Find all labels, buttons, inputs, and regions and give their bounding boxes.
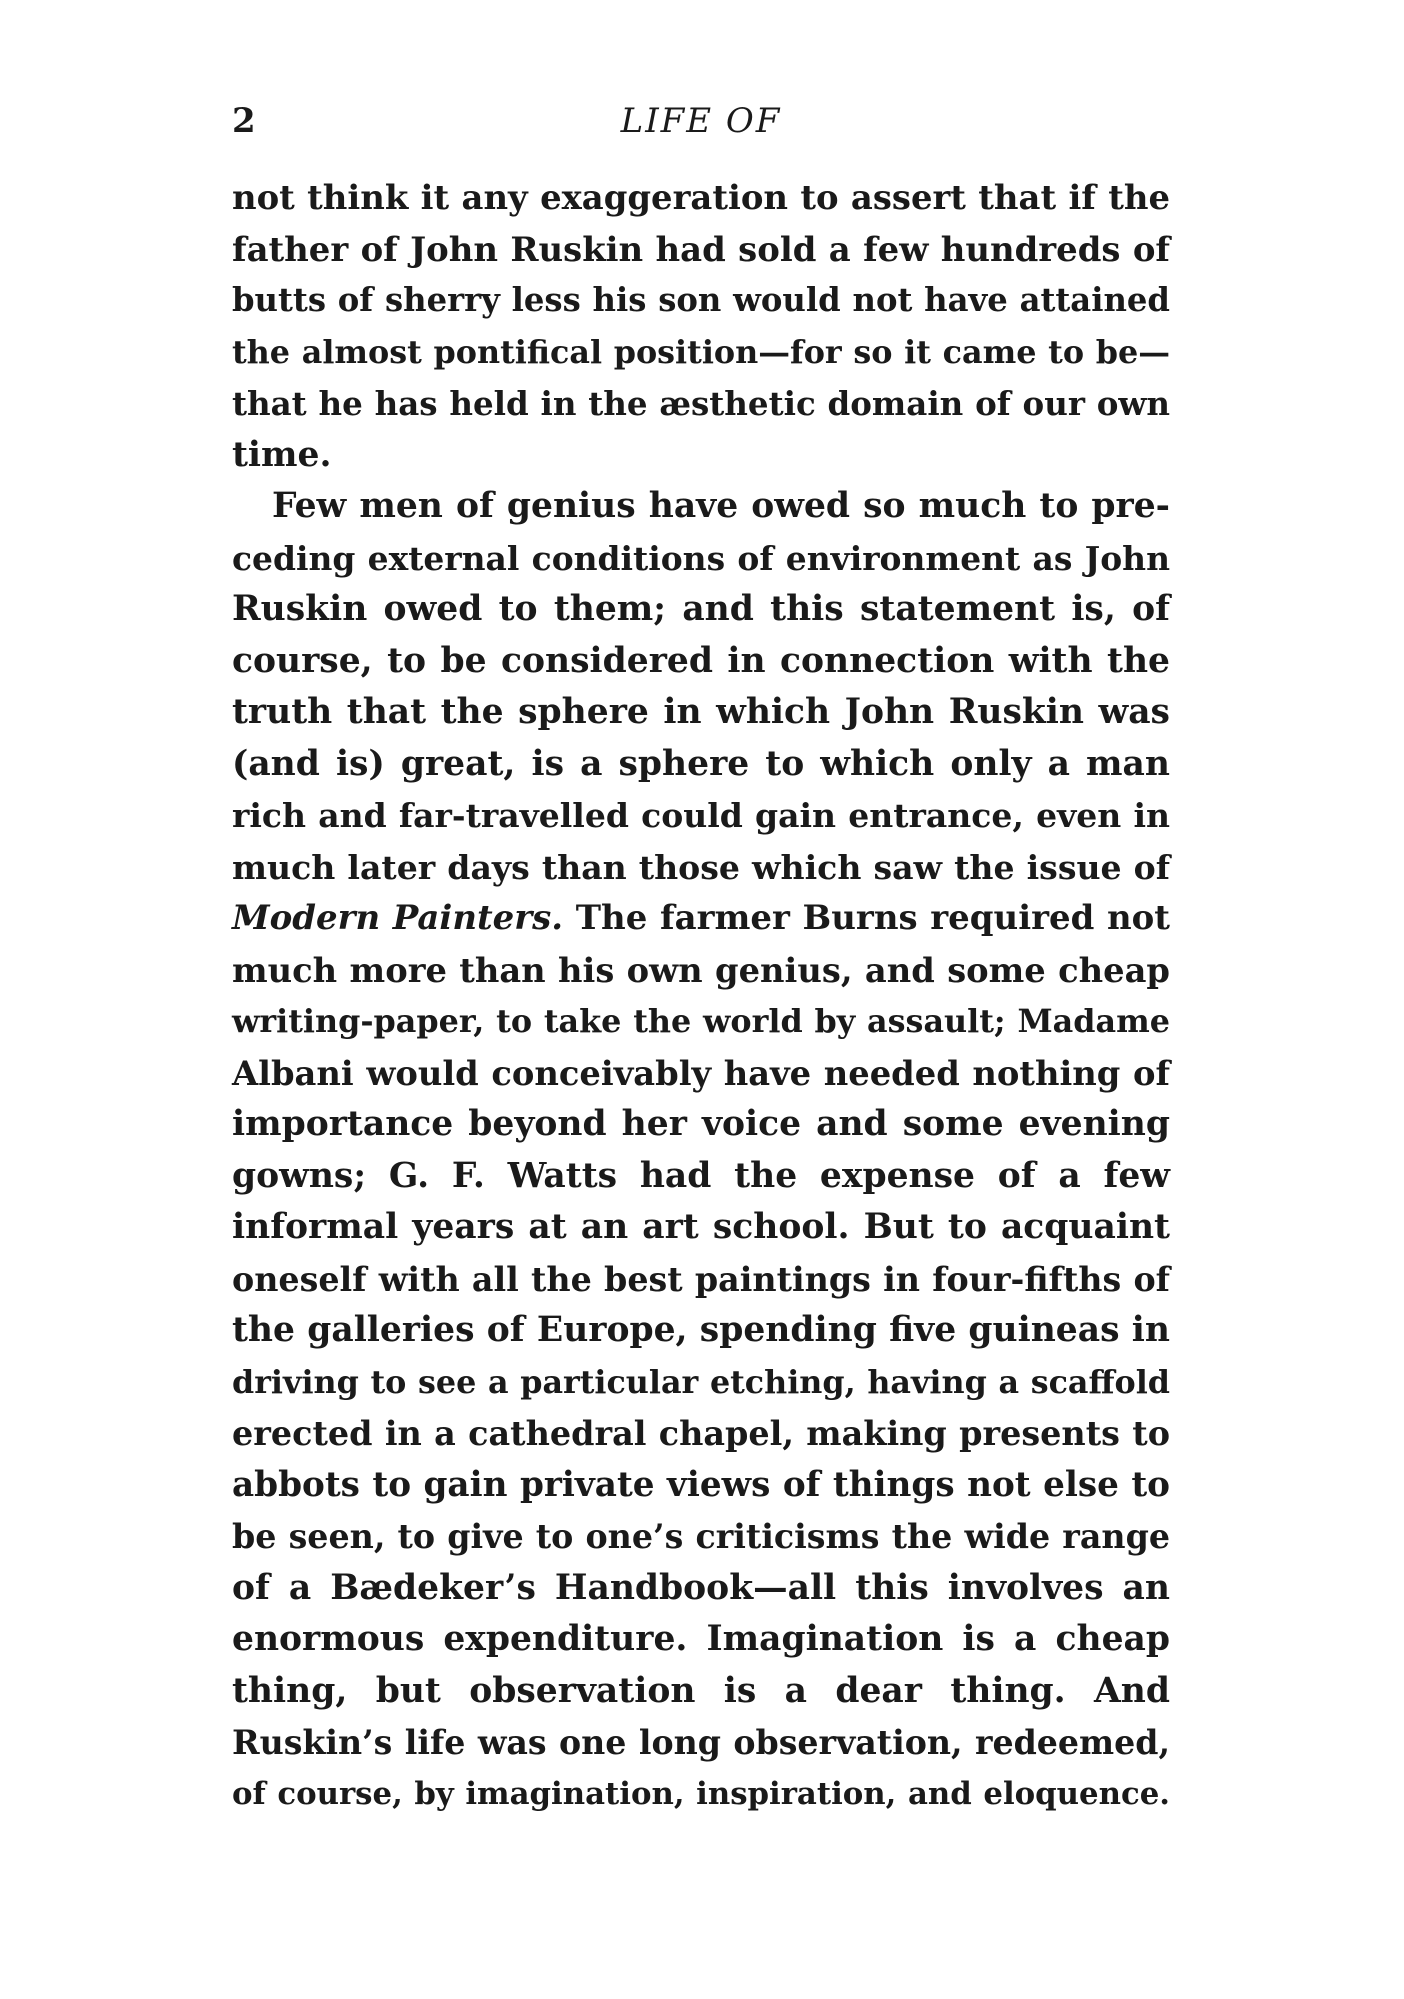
- text-line: writing-paper, to take the world by assault; Madame: [232, 1002, 1170, 1040]
- text-line: Few men of genius have owed so much to pre-: [272, 486, 1170, 526]
- text-line: much later days than those which saw the issue of: [232, 847, 1170, 887]
- text-line: enormous expenditure. Imagination is a cheap: [232, 1619, 1170, 1659]
- text-line: the almost pontifical position—for so it came to be—: [232, 333, 1170, 371]
- text-line: erected in a cathedral chapel, making presents to: [232, 1414, 1170, 1453]
- text-line: driving to see a particular etching, having a scaffold: [232, 1363, 1170, 1401]
- text-line: course, to be considered in connection with the: [232, 640, 1170, 681]
- text-line: Ruskin’s life was one long observation, redeemed,: [232, 1723, 1170, 1762]
- text-line: thing, but observation is a dear thing. And: [232, 1670, 1170, 1711]
- text-line: the galleries of Europe, spending five guineas in: [232, 1310, 1170, 1350]
- text-line: butts of sherry less his son would not have attained: [232, 281, 1170, 319]
- text-line: (and is) great, is a sphere to which only a man: [232, 743, 1170, 784]
- text-line-with-title: [232, 893, 1170, 945]
- body-text: [232, 172, 1170, 1820]
- running-title: LIFE OF: [620, 101, 782, 141]
- text-line: of course, by imagination, inspiration, and eloquence.: [232, 1775, 1170, 1812]
- text-line: time.: [232, 434, 332, 475]
- text-line: truth that the sphere in which John Ruskin was: [232, 692, 1170, 732]
- text-line: much more than his own genius, and some cheap: [232, 949, 1170, 990]
- text-line: gowns; G. F. Watts had the expense of a few: [232, 1155, 1170, 1196]
- text-line-rest: The farmer Burns required not: [575, 898, 1170, 938]
- text-line: Albani would conceivably have needed nothing of: [232, 1052, 1170, 1093]
- text-line: that he has held in the æsthetic domain of our own: [232, 384, 1170, 423]
- book-title: Modern Painters.: [232, 898, 564, 938]
- text-line: not think it any exaggeration to assert that if the: [232, 177, 1170, 217]
- text-line: rich and far-travelled could gain entrance, even in: [232, 796, 1170, 835]
- text-line: oneself with all the best paintings in four-fifths of: [232, 1259, 1170, 1299]
- text-line: informal years at an art school. But to acquaint: [232, 1207, 1170, 1247]
- text-line: be seen, to give to one’s criticisms the wide range: [232, 1517, 1170, 1556]
- text-line: abbots to gain private views of things not else to: [232, 1464, 1170, 1505]
- text-line: Ruskin owed to them; and this statement is, of: [232, 589, 1170, 629]
- text-line: ceding external conditions of environment as John: [232, 538, 1170, 578]
- page-number: 2: [232, 101, 256, 141]
- text-line: father of John Ruskin had sold a few hundreds of: [232, 228, 1170, 269]
- running-head: [232, 97, 1170, 145]
- text-line: importance beyond her voice and some evening: [232, 1104, 1170, 1144]
- text-line: of a Bædeker’s Handbook—all this involves an: [232, 1567, 1170, 1608]
